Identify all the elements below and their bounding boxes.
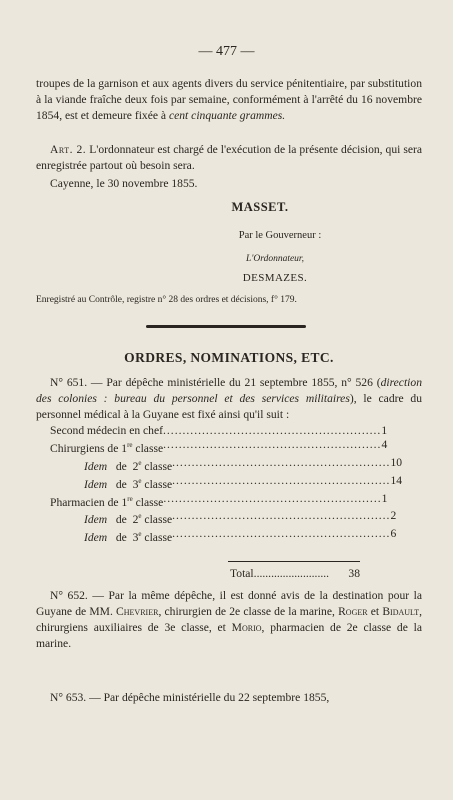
signer-name: MASSET. [231, 200, 289, 214]
staff-value: 14 [390, 473, 403, 487]
p651-direction: direction des colonies : bureau du personnel et des services militaires [36, 376, 422, 405]
paragraph-652 [36, 588, 422, 652]
staff-value: 6 [390, 527, 397, 541]
staff-label: Second médecin en chef [50, 424, 163, 437]
registration-note: Enregistré au Contrôle, registre n° 28 des ordres et décisions, f° 179. [36, 295, 297, 305]
name-chevrier: Chevrier [116, 605, 159, 618]
name-morio: Morio [231, 621, 262, 634]
staff-row: Idem de 2e classe ........................................................ 10 [84, 455, 403, 473]
name-roger: Roger [338, 605, 368, 618]
staff-value: 4 [381, 438, 388, 451]
par-le-gouverneur: Par le Gouverneur : [238, 230, 322, 241]
staff-value: 10 [390, 455, 403, 469]
staff-label: Idem de 2e classe [84, 458, 173, 473]
p653-text: N° 653. — Par dépêche ministérielle du 22 septembre 1855, [50, 691, 330, 704]
p652-text-2: et [370, 605, 380, 618]
p651-intro: N° 651. — Par dépêche ministérielle du 21 septembre 1855, n° 526 ( [50, 376, 381, 389]
article-label: Art. 2. [50, 143, 87, 156]
total-row: Total .......................... 38 [230, 567, 360, 580]
article-text: L'ordonnateur est chargé de l'exécution de la présente décision, qui sera enregistrée partout où besoin sera. [36, 143, 422, 172]
staff-value: 2 [390, 509, 397, 523]
staff-row: Idem de 3e classe ........................................................ 6 [84, 527, 397, 545]
staff-row: Second médecin en chef ........................................................ 1 [50, 424, 388, 437]
ordonnateur-name: DESMAZES. [242, 272, 308, 284]
paragraph-653 [36, 690, 422, 706]
staff-value: 1 [381, 491, 388, 505]
page-number: — 477 — [198, 44, 255, 59]
p651-rest: ), le cadre du personnel médical à la Guyane est fixé ainsi qu'il suit : [36, 392, 423, 421]
section-divider [146, 325, 306, 328]
staff-table [50, 424, 403, 545]
name-bidault: Bidault [382, 605, 420, 618]
ration-amount: cent cinquante grammes. [168, 109, 286, 122]
ration-text: troupes de la garnison et aux agents divers du service pénitentiaire, par substitution à la viande fraîche deux fois par semaine, conformément à l'arrêté du 16 novembre 1854, est et demeure fixée à [36, 77, 422, 122]
place-date [36, 176, 422, 192]
p652-text-4: , pharmacien de 2e classe de la marine. [36, 621, 422, 650]
staff-value: 1 [381, 424, 388, 437]
place-date-text: Cayenne, le 30 novembre 1855. [50, 177, 198, 190]
paragraph-article-2 [36, 142, 422, 174]
staff-row: Idem de 3e classe ........................................................ 14 [84, 473, 403, 491]
total-value: 38 [348, 567, 360, 580]
total-rule [228, 561, 360, 562]
staff-label: Idem de 3e classe [84, 476, 173, 491]
ordonnateur-title: L'Ordonnateur, [246, 254, 304, 264]
staff-label: Chirurgiens de 1re classe [50, 441, 164, 455]
p652-text-1: , chirurgien de 2e classe de la marine, [158, 605, 335, 618]
total-label: Total [230, 567, 254, 580]
staff-label: Idem de 3e classe [84, 530, 173, 545]
paragraph-ration [36, 76, 422, 124]
p652-text-3: , chirurgiens auxiliaires de 3e classe, et [36, 605, 422, 634]
paragraph-651 [36, 375, 422, 423]
staff-label: Idem de 2e classe [84, 512, 173, 527]
p652-intro: N° 652. — Par la même dépêche, il est donné avis de la destination pour la Guyane de MM. [36, 589, 422, 618]
section-heading: ORDRES, NOMINATIONS, ETC. [124, 350, 334, 365]
staff-row: Chirurgiens de 1re classe ........................................................ 4 [50, 438, 388, 455]
staff-label: Pharmacien de 1re classe [50, 494, 164, 509]
staff-row: Pharmacien de 1re classe ........................................................ 1 [50, 491, 388, 509]
staff-row: Idem de 2e classe ........................................................ 2 [84, 509, 397, 527]
